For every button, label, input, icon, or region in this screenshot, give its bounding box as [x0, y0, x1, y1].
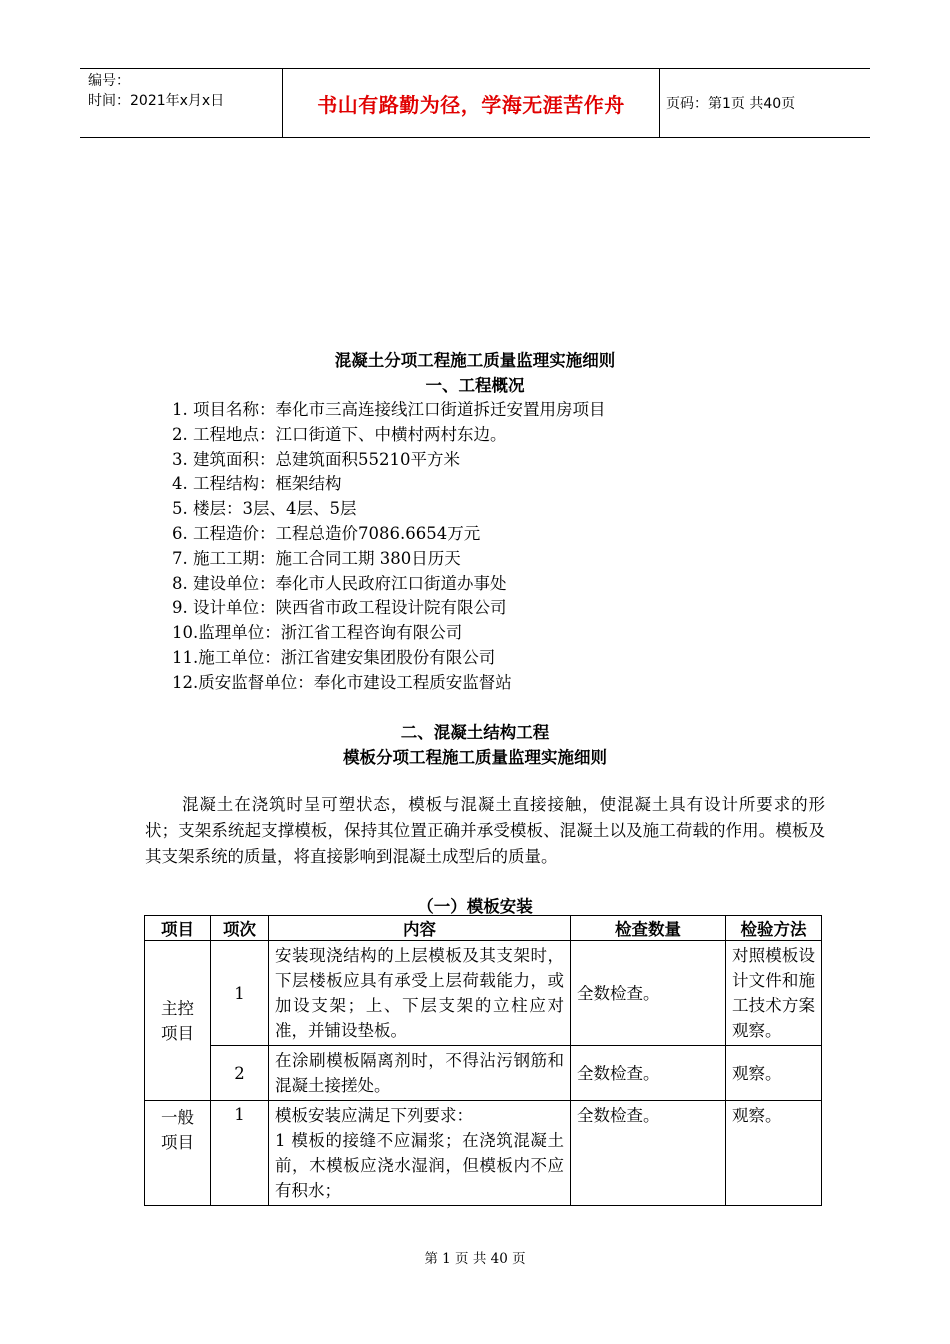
overview-item: 10.监理单位：浙江省工程咨询有限公司: [172, 623, 463, 643]
content-cell: [269, 1101, 571, 1206]
page-footer: 第 1 页 共 40 页: [424, 1251, 526, 1267]
group-main-cell: 主控项目: [145, 941, 211, 1101]
table-row: [145, 1046, 822, 1101]
method-cell: 对照模板设计文件和施工技术方案观察。: [726, 941, 822, 1046]
overview-item: 1. 项目名称：奉化市三高连接线江口街道拆迁安置用房项目: [172, 400, 606, 419]
intro-paragraph: 混凝土在浇筑时呈可塑状态，模板与混凝土直接接触，使混凝土具有设计所要求的形状；支架系统起支撑模板，保持其位置正确并承受模板、混凝土以及施工荷载的作用。模板及其支架系统的质量，将直接影响到混凝土成型后的质量。: [145, 795, 825, 866]
header-index: 项次: [211, 916, 269, 941]
overview-item: 9. 设计单位：陕西省市政工程设计院有限公司: [172, 598, 507, 618]
quantity-cell: 全数检查。: [571, 941, 726, 1046]
section2-subtitle: 模板分项工程施工质量监理实施细则: [343, 748, 607, 767]
number-label: 编号：: [88, 73, 130, 89]
header-item: 项目: [145, 916, 211, 941]
overview-item: 12.质安监督单位：奉化市建设工程质安监督站: [172, 672, 512, 692]
content-line: 1 模板的接缝不应漏浆；在浇筑混凝土前，木模板应浇水湿润，但模板内不应有积水；: [275, 1131, 564, 1200]
document-title: 混凝土分项工程施工质量监理实施细则: [334, 351, 616, 370]
page-header: [80, 68, 870, 138]
method-cell: 观察。: [726, 1101, 822, 1206]
table-row: [145, 1101, 822, 1206]
method-cell: 观察。: [726, 1046, 822, 1101]
overview-item: 7. 施工工期：施工合同工期 380日历天: [172, 548, 461, 568]
overview-item: 2. 工程地点：江口街道下、中横村两村东边。: [172, 424, 507, 444]
overview-list: [172, 398, 606, 696]
overview-item: 5. 楼层：3层、4层、5层: [172, 499, 357, 519]
overview-item: 8. 建设单位：奉化市人民政府江口街道办事处: [172, 573, 507, 593]
content-cell: 在涂刷模板隔离剂时，不得沾污钢筋和混凝土接搓处。: [269, 1046, 571, 1101]
item-index: 2: [211, 1046, 269, 1101]
table-header-row: [145, 916, 822, 941]
header-quantity: 检查数量: [571, 916, 726, 941]
content-cell: 安装现浇结构的上层模板及其支架时，下层楼板应具有承受上层荷载能力，或加设支架；上、下层支架的立柱应对准，并铺设垫板。: [269, 941, 571, 1046]
inspection-table: [144, 915, 822, 1206]
table-row: [145, 941, 822, 1046]
time-label: 时间：2021年x月x日: [88, 93, 225, 109]
item-index: 1: [211, 941, 269, 1046]
header-content: 内容: [269, 916, 571, 941]
item-index: 1: [211, 1101, 269, 1206]
overview-item: 6. 工程造价：工程总造价7086.6654万元: [172, 523, 481, 543]
overview-item: 11.施工单位：浙江省建安集团股份有限公司: [172, 647, 496, 667]
quantity-cell: 全数检查。: [571, 1046, 726, 1101]
section2-heading: 二、混凝土结构工程: [400, 723, 550, 742]
quantity-cell: 全数检查。: [571, 1101, 726, 1206]
header-method: 检验方法: [726, 916, 822, 941]
overview-item: 3. 建筑面积：总建筑面积55210平方米: [172, 449, 460, 469]
content-line: 模板安装应满足下列要求：: [275, 1106, 473, 1125]
subsection-heading: （一）模板安装: [417, 897, 533, 916]
header-meta: [88, 71, 224, 111]
page-info: 页码：第1页 共40页: [666, 96, 796, 112]
group-general-cell: 一般项目: [145, 1101, 211, 1206]
overview-item: 4. 工程结构：框架结构: [172, 474, 342, 494]
motto: 书山有路勤为径，学海无涯苦作舟: [282, 69, 660, 137]
section1-heading: 一、工程概况: [425, 376, 525, 395]
